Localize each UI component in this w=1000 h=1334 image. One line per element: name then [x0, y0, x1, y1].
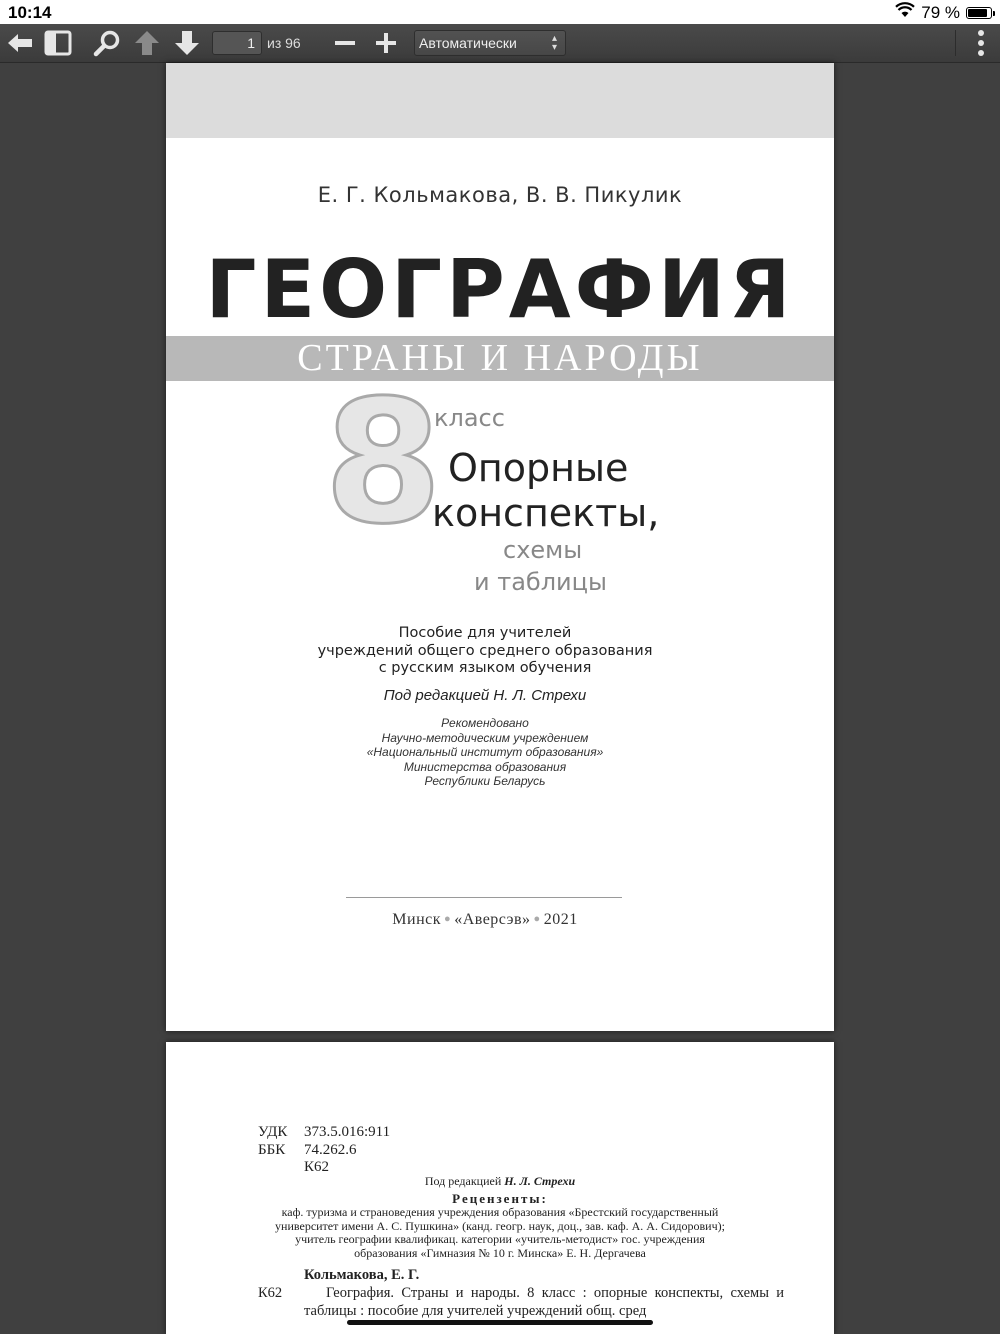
reviewers-heading: Рецензенты: [452, 1191, 548, 1206]
book-authors: Е. Г. Кольмакова, В. В. Пикулик [317, 183, 683, 207]
imprint-city: Минск [392, 911, 442, 928]
editor-name: Н. Л. Стрехи [504, 1174, 576, 1188]
plus-icon[interactable] [371, 28, 401, 58]
arrow-down-icon[interactable] [172, 28, 202, 58]
status-bar [0, 0, 1000, 24]
recommendation-line: Республики Беларусь [424, 774, 546, 788]
catalog-entry-text: География. Страны и народы. 8 класс : опорные конспекты, схемы и таблицы : пособие для учителей учреждений общ. сред [304, 1285, 784, 1319]
page-header-band [166, 63, 834, 138]
zoom-select-value: Автоматически [419, 35, 517, 51]
imprint-publisher: «Аверсэв» [454, 911, 531, 928]
recommendation-line: «Национальный институт образования» [366, 745, 604, 759]
document-page-1 [166, 63, 834, 1031]
page-count: из 96 [267, 35, 301, 51]
arrow-left-icon[interactable] [5, 28, 35, 58]
book-description [166, 625, 804, 678]
viewer-toolbar [0, 24, 1000, 63]
sidebar-toggle-icon[interactable] [43, 28, 73, 58]
arrow-up-icon[interactable] [132, 28, 162, 58]
wifi-icon [895, 2, 915, 23]
minus-icon[interactable] [330, 28, 360, 58]
catalog-codes [258, 1124, 390, 1177]
udk-value: 373.5.016:911 [304, 1124, 391, 1140]
reviewer-line: университет имени А. С. Пушкина» (канд. геогр. наук, доц., зав. каф. А. А. Сидорович); [275, 1218, 725, 1233]
subtitle-line-4: и таблицы [474, 568, 607, 596]
bullet-icon: ● [444, 913, 452, 925]
reviewer-line: каф. туризма и страноведения учреждения образования «Брестский государственный [281, 1205, 719, 1219]
book-title: ГЕОГРАФИЯ [205, 243, 795, 336]
description-line: Пособие для учителей [398, 625, 572, 641]
zoom-select[interactable] [414, 30, 566, 56]
battery-percent: 79 % [921, 2, 960, 22]
search-icon[interactable] [92, 28, 122, 58]
select-caret-icon: ▴ ▾ [551, 33, 557, 53]
toolbar-separator [955, 30, 956, 56]
grade-number: 8 [324, 364, 443, 562]
recommendation-line: Научно-методическим учреждением [381, 730, 589, 745]
recommendation-line: Министерства образования [403, 759, 567, 774]
divider [346, 897, 622, 898]
book-subtitle [166, 336, 834, 381]
book-subtitle-text: СТРАНЫ И НАРОДЫ [297, 337, 703, 379]
editor-line [166, 1174, 834, 1189]
subtitle-line-1: Опорные [448, 446, 629, 490]
reviewer-line: учитель географии квалификац. категории «учитель-методист» гос. учреждения [295, 1232, 705, 1246]
imprint-year: 2021 [543, 911, 578, 928]
description-line: с русским языком обучения [378, 660, 592, 676]
subtitle-line-2: конспекты, [432, 491, 660, 535]
description-line: учреждений общего среднего образования [317, 642, 653, 659]
battery-icon [966, 7, 992, 19]
grade-word: класс [434, 404, 505, 432]
catalog-author: Кольмакова, Е. Г. [304, 1267, 420, 1283]
status-right [895, 2, 992, 23]
document-page-2 [166, 1042, 834, 1334]
recommendation [166, 716, 804, 789]
editor-prefix: Под редакцией [424, 1174, 502, 1188]
bullet-icon: ● [533, 913, 541, 925]
subtitle-line-3: схемы [503, 536, 583, 564]
reviewers-list [166, 1206, 834, 1260]
imprint [166, 911, 804, 929]
bbk-value: 74.262.6 [304, 1141, 357, 1158]
book-editor: Под редакцией Н. Л. Стрехи [383, 687, 587, 704]
more-vertical-icon[interactable] [966, 28, 996, 58]
author-code: К62 [304, 1159, 330, 1175]
reviewer-line: образования «Гимназия № 10 г. Минска» Е. Н. Дергачева [354, 1245, 646, 1260]
page-number-input[interactable]: 1 [212, 31, 262, 55]
recommendation-line: Рекомендовано [441, 716, 529, 730]
home-indicator[interactable] [347, 1320, 653, 1325]
udk-label: УДК [258, 1124, 288, 1140]
catalog-entry-code: К62 [258, 1285, 283, 1301]
bbk-label: ББК [258, 1141, 286, 1158]
status-time: 10:14 [8, 3, 52, 22]
